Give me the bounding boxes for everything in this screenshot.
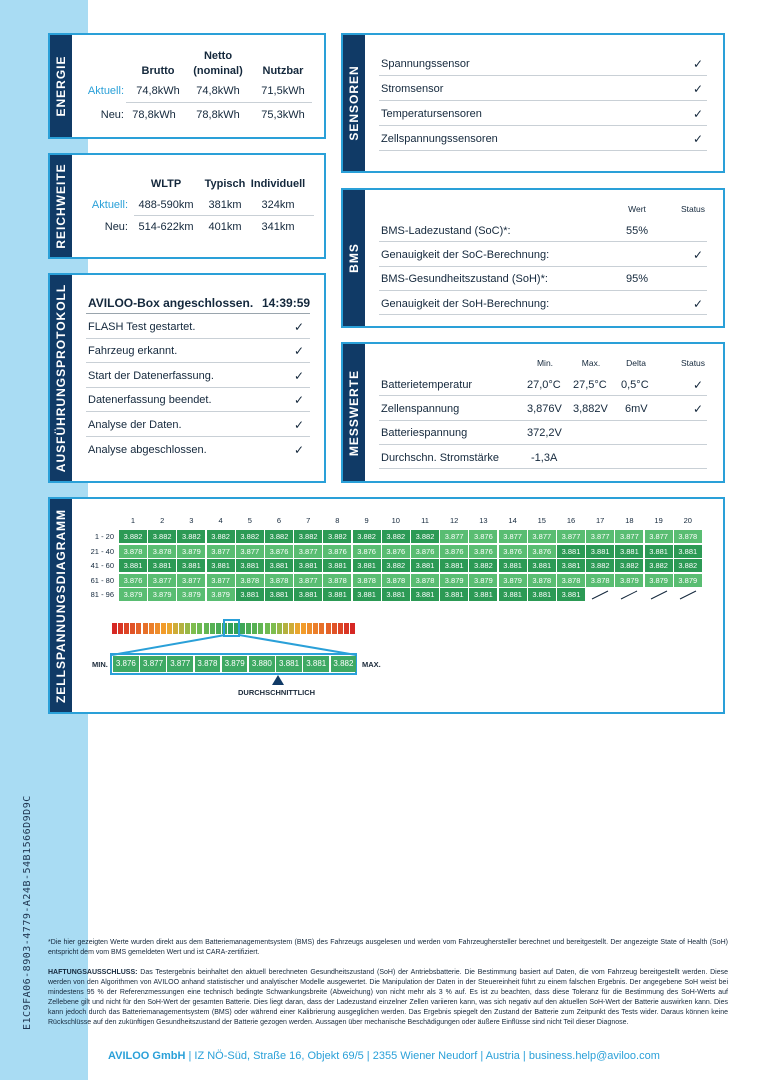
cell-voltage: 3.878 [382, 574, 410, 587]
energie-header-netto: Netto [203, 50, 233, 62]
bms-wert: 95% [626, 273, 649, 285]
check-icon: ✓ [693, 378, 704, 392]
energie-aktuell-brutto: 74,8kWh [136, 85, 180, 97]
cell-voltage: 3.882 [177, 530, 205, 543]
energie-tab: ENERGIE [50, 35, 72, 137]
messwert-min: 372,2V [527, 427, 562, 439]
cell-voltage: 3.879 [469, 574, 497, 587]
footnote: *Die hier gezeigten Werte wurden direkt aus dem Batteriemanagementsystem (BMS) des Fahrzeugs ausgelesen und werden vom Fahrzeughersteller berechnet und bereitgestellt. Der angezeigte State of Health (SoH) entspricht dem vom BMS gemeldeten Wert und ist CARA-zertifiziert. [48, 939, 728, 956]
divider [379, 241, 707, 242]
check-icon: ✓ [294, 320, 305, 334]
gauge-segment [283, 623, 288, 634]
column-number: 3 [189, 516, 194, 525]
gauge-segment [307, 623, 312, 634]
cell-voltage: 3.877 [499, 530, 527, 543]
cell-voltage: 3.881 [674, 545, 702, 558]
row-label: 61 - 80 [90, 575, 114, 585]
bms-label: Genauigkeit der SoC-Berechnung: [381, 249, 550, 261]
cell-voltage: 3.881 [382, 588, 410, 601]
cell-voltage: 3.881 [236, 559, 264, 572]
cell-voltage: 3.879 [615, 574, 643, 587]
gauge-segment [252, 623, 257, 634]
column-number: 7 [306, 516, 311, 525]
reichweite-aktuell-wltp: 488-590km [138, 199, 194, 211]
cell-voltage: 3.877 [615, 530, 643, 543]
check-icon: ✓ [294, 443, 305, 457]
cell-voltage: 3.876 [411, 545, 439, 558]
cell-voltage: 3.878 [236, 574, 264, 587]
bms-label: BMS-Gesundheitszustand (SoH)*: [381, 273, 548, 285]
messwert-label: Batteriespannung [381, 427, 468, 439]
scale-value: 3.877 [167, 656, 193, 672]
cell-voltage: 3.876 [528, 545, 556, 558]
check-icon: ✓ [294, 418, 305, 432]
check-icon: ✓ [294, 393, 305, 407]
cell-voltage: 3.877 [586, 530, 614, 543]
cell-voltage: 3.877 [440, 530, 468, 543]
check-icon: ✓ [693, 297, 704, 311]
disclaimer: HAFTUNGSAUSSCHLUSS: Das Testergebnis beinhaltet den aktuell berechneten Gesundheitszustand (SoH) der Antriebsbatterie. Die Bestimmung basiert auf Daten, die vom Fahrzeug bereitgestellt werden. Diese werden von den Algorithmen von AVILOO anhand statistischer und analytischer Modelle ausgewertet. Die Manipulation der Daten in der Steuereinheit führt zu einem falschen Ergebnis. Der angegebene SoH weist bei mindestens 95 % der Referenzmessungen eine technisch bedingte Schwankungsbreite (Abweichung) von nicht mehr als 3 % auf. Es ist zu beachten, dass diese Toleranz für die Bestimmung des SoH-Werts auf Zellebene gilt und nicht für den SoH-Wert der gesamten Batterie. Dies liegt daran, dass der Ladezustand einzelner Zellen variieren kann, was sich negativ auf den aktuellen SoH-Wert der Batterie auswirken kann. Dies kann jedoch durch das Batteriemanagementsystem (BMS) oder während einer Kalibrierung ausgeglichen werden. Das Ergebnis spiegelt den Zustand der Batterie zum Zeitpunkt des Tests wider. Daraus können keine Rückschlüsse auf den zukünftigen Gesundheitszustand der Batterie gezogen werden. Aussagen über mechanische Beschädigungen oder äußere Einflüsse sind nicht Teil dieser Diagnose. [48, 969, 728, 1026]
empty-cell [586, 588, 614, 601]
divider [86, 362, 310, 363]
cell-voltage: 3.878 [148, 545, 176, 558]
cell-voltage: 3.877 [645, 530, 673, 543]
energie-neu-netto: 78,8kWh [196, 109, 240, 121]
column-number: 9 [364, 516, 369, 525]
cell-voltage: 3.877 [177, 574, 205, 587]
messwerte-header-status: Status [680, 358, 706, 368]
cell-voltage: 3.878 [323, 574, 351, 587]
cell-voltage: 3.881 [557, 545, 585, 558]
cell-voltage: 3.878 [528, 574, 556, 587]
cell-voltage: 3.881 [119, 559, 147, 572]
cell-voltage: 3.881 [294, 588, 322, 601]
cell-voltage: 3.879 [499, 574, 527, 587]
cell-voltage: 3.882 [323, 530, 351, 543]
protokoll-item: Start der Datenerfassung. [88, 370, 214, 382]
cell-voltage: 3.882 [645, 559, 673, 572]
messwert-max: 27,5°C [573, 379, 607, 391]
cell-voltage: 3.882 [586, 559, 614, 572]
divider [134, 215, 314, 216]
cell-voltage: 3.881 [265, 559, 293, 572]
cell-voltage: 3.877 [207, 545, 235, 558]
gauge-segment [277, 623, 282, 634]
energie-header-nominal: (nominal) [193, 65, 243, 77]
reichweite-aktuell-typisch: 381km [208, 199, 242, 211]
reichweite-neu-individuell: 341km [261, 221, 295, 233]
gauge-segment [332, 623, 337, 634]
divider [379, 314, 707, 315]
reichweite-header-individuell: Individuell [250, 178, 306, 190]
gauge-segment [319, 623, 324, 634]
gauge-segment [265, 623, 270, 634]
reichweite-label-neu: Neu: [104, 221, 128, 233]
cell-voltage: 3.879 [645, 574, 673, 587]
messwert-delta: 6mV [625, 403, 648, 415]
gauge-segment [191, 623, 196, 634]
cell-voltage: 3.882 [353, 530, 381, 543]
cell-voltage: 3.882 [236, 530, 264, 543]
cell-voltage: 3.881 [294, 559, 322, 572]
gauge-segment [185, 623, 190, 634]
gauge-segment [155, 623, 160, 634]
column-number: 11 [421, 516, 429, 525]
gauge-segment [204, 623, 209, 634]
divider [86, 338, 310, 339]
scale-value: 3.882 [331, 656, 357, 672]
cell-voltage: 3.876 [469, 530, 497, 543]
cell-voltage: 3.882 [148, 530, 176, 543]
column-number: 5 [247, 516, 252, 525]
messwert-label: Batterietemperatur [381, 379, 473, 391]
gauge-segment [301, 623, 306, 634]
row-label: 81 - 96 [90, 590, 114, 600]
cell-voltage: 3.876 [323, 545, 351, 558]
energie-header-brutto: Brutto [141, 65, 175, 77]
divider [379, 266, 707, 267]
protokoll-item: Analyse der Daten. [88, 419, 182, 431]
cell-voltage: 3.881 [440, 588, 468, 601]
scale-max-label: MAX. [362, 660, 381, 669]
cell-voltage: 3.876 [382, 545, 410, 558]
protokoll-title: AVILOO-Box angeschlossen. [88, 296, 254, 310]
cell-voltage: 3.881 [499, 559, 527, 572]
empty-cell [615, 588, 643, 601]
gauge-segment [338, 623, 343, 634]
scale-value: 3.880 [249, 656, 275, 672]
cell-voltage: 3.881 [499, 588, 527, 601]
cell-voltage: 3.881 [411, 588, 439, 601]
cell-voltage: 3.877 [294, 545, 322, 558]
gauge-segment [149, 623, 154, 634]
gauge-segment [344, 623, 349, 634]
column-number: 19 [654, 516, 663, 525]
cell-voltage: 3.876 [499, 545, 527, 558]
protokoll-item: FLASH Test gestartet. [88, 321, 196, 333]
gauge-segment [258, 623, 263, 634]
messwerte-tab: MESSWERTE [343, 344, 365, 481]
empty-cell [645, 588, 673, 601]
column-number: 18 [625, 516, 634, 525]
cell-voltage: 3.878 [265, 574, 293, 587]
reichweite-aktuell-individuell: 324km [261, 199, 295, 211]
protokoll-tab: AUSFÜHRUNGSPROTOKOLL [50, 275, 72, 481]
bms-panel [341, 188, 725, 328]
gauge-segment [271, 623, 276, 634]
zell-tab: ZELLSPANNUNGSDIAGRAMM [50, 499, 72, 712]
sensor-item: Temperatursensoren [381, 108, 482, 120]
column-number: 10 [391, 516, 400, 525]
protokoll-item: Datenerfassung beendet. [88, 394, 212, 406]
gauge-segment [326, 623, 331, 634]
gauge-segment [161, 623, 166, 634]
row-label: 21 - 40 [90, 546, 114, 556]
cell-voltage: 3.877 [148, 574, 176, 587]
gauge-segment [210, 623, 215, 634]
divider [86, 313, 310, 314]
cell-voltage: 3.881 [323, 588, 351, 601]
messwerte-panel [341, 342, 725, 483]
reichweite-header-typisch: Typisch [204, 178, 246, 190]
column-number: 1 [130, 516, 136, 525]
check-icon: ✓ [693, 107, 704, 121]
gauge-segment [289, 623, 294, 634]
check-icon: ✓ [693, 57, 704, 71]
column-number: 2 [160, 516, 165, 525]
messwert-label: Durchschn. Stromstärke [381, 452, 499, 464]
column-number: 14 [508, 516, 517, 525]
reichweite-neu-typisch: 401km [208, 221, 242, 233]
gauge-segment [136, 623, 141, 634]
gauge-segment [179, 623, 184, 634]
company-address: | IZ NÖ-Süd, Straße 16, Objekt 69/5 | 2355 Wiener Neudorf | Austria | business.help@aviloo.com [188, 1050, 660, 1062]
energie-panel [48, 33, 326, 139]
check-icon: ✓ [693, 82, 704, 96]
bms-wert: 55% [626, 225, 649, 237]
sensoren-tab: SENSOREN [343, 35, 365, 171]
cell-voltage: 3.881 [645, 545, 673, 558]
scale-value: 3.877 [140, 656, 166, 672]
protokoll-item: Analyse abgeschlossen. [88, 444, 207, 456]
contact-line [108, 1050, 660, 1062]
cell-voltage: 3.882 [265, 530, 293, 543]
gauge-segment [124, 623, 129, 634]
cell-voltage: 3.881 [557, 559, 585, 572]
cell-voltage: 3.879 [177, 588, 205, 601]
check-icon: ✓ [693, 402, 704, 416]
sensor-item: Spannungssensor [381, 58, 470, 70]
cell-voltage: 3.882 [382, 530, 410, 543]
column-number: 17 [596, 516, 605, 525]
cell-voltage: 3.879 [440, 574, 468, 587]
cell-voltage: 3.881 [236, 588, 264, 601]
divider [86, 436, 310, 437]
column-number: 8 [335, 516, 340, 525]
scale-min-label: MIN. [92, 660, 108, 669]
cell-voltage: 3.876 [119, 574, 147, 587]
gauge-segment [197, 623, 202, 634]
divider [379, 150, 707, 151]
cell-voltage: 3.877 [207, 574, 235, 587]
energie-label-aktuell: Aktuell: [87, 85, 124, 97]
document-id: E1C9FA06-8903-4779-A24B-54B1566D9D9C [22, 795, 33, 1030]
cell-voltage: 3.878 [586, 574, 614, 587]
divider [126, 102, 312, 103]
cell-voltage: 3.882 [469, 559, 497, 572]
check-icon: ✓ [693, 132, 704, 146]
gauge-segment [216, 623, 221, 634]
divider [379, 444, 707, 445]
scale-value: 3.876 [113, 656, 139, 672]
row-label: 41 - 60 [90, 561, 114, 571]
cell-voltage: 3.882 [294, 530, 322, 543]
cell-voltage: 3.876 [353, 545, 381, 558]
messwerte-header-max: Max. [581, 358, 601, 368]
energie-aktuell-netto: 74,8kWh [196, 85, 240, 97]
cell-voltage: 3.881 [469, 588, 497, 601]
column-number: 16 [566, 516, 576, 525]
check-icon: ✓ [294, 344, 305, 358]
cell-voltage: 3.879 [674, 574, 702, 587]
divider [379, 100, 707, 101]
column-number: 4 [218, 516, 223, 525]
divider [86, 411, 310, 412]
energie-neu-nutzbar: 75,3kWh [261, 109, 305, 121]
messwert-min: 27,0°C [527, 379, 561, 391]
average-label: DURCHSCHNITTLICH [238, 688, 316, 697]
cell-voltage: 3.878 [411, 574, 439, 587]
cell-voltage: 3.877 [236, 545, 264, 558]
cell-voltage: 3.882 [207, 530, 235, 543]
bms-header-wert: Wert [628, 204, 646, 214]
gauge-segment [143, 623, 148, 634]
protokoll-time: 14:39:59 [262, 296, 311, 310]
sensoren-panel [341, 33, 725, 173]
protokoll-item: Fahrzeug erkannt. [88, 345, 178, 357]
cell-voltage: 3.881 [353, 588, 381, 601]
row-label: 1 - 20 [94, 532, 114, 541]
gauge-segment [295, 623, 300, 634]
gauge-segment [118, 623, 123, 634]
messwert-label: Zellenspannung [381, 403, 460, 415]
cell-voltage: 3.881 [207, 559, 235, 572]
reichweite-panel [48, 153, 326, 259]
cell-voltage: 3.881 [586, 545, 614, 558]
energie-aktuell-nutzbar: 71,5kWh [261, 85, 305, 97]
company-name: AVILOO GmbH [108, 1050, 186, 1062]
column-number: 13 [479, 516, 488, 525]
scale-value: 3.879 [222, 656, 248, 672]
reichweite-header-wltp: WLTP [150, 178, 182, 190]
cell-voltage: 3.877 [528, 530, 556, 543]
bms-label: Genauigkeit der SoH-Berechnung: [381, 298, 550, 310]
column-number: 15 [537, 516, 546, 525]
sensor-item: Stromsensor [381, 83, 444, 95]
cell-voltage: 3.879 [177, 545, 205, 558]
energie-header-nutzbar: Nutzbar [262, 65, 304, 77]
messwert-delta: 0,5°C [621, 379, 649, 391]
divider [379, 290, 707, 291]
cell-voltage: 3.882 [674, 559, 702, 572]
cell-voltage: 3.878 [674, 530, 702, 543]
check-icon: ✓ [693, 248, 704, 262]
column-number: 12 [450, 516, 459, 525]
scale-value: 3.878 [195, 656, 221, 672]
cell-voltage: 3.876 [469, 545, 497, 558]
column-number: 6 [276, 516, 282, 525]
cell-voltage: 3.881 [528, 588, 556, 601]
messwerte-header-delta: Delta [626, 358, 646, 368]
energie-neu-brutto: 78,8kWh [132, 109, 176, 121]
bms-header-status: Status [680, 204, 706, 214]
reichweite-tab: REICHWEITE [50, 155, 72, 257]
cell-voltage: 3.877 [294, 574, 322, 587]
gauge-segment [130, 623, 135, 634]
divider [86, 387, 310, 388]
cell-voltage: 3.882 [411, 530, 439, 543]
check-icon: ✓ [294, 369, 305, 383]
cell-voltage: 3.881 [353, 559, 381, 572]
cell-voltage: 3.879 [148, 588, 176, 601]
energie-label-neu: Neu: [100, 109, 124, 121]
cell-voltage: 3.881 [265, 588, 293, 601]
gauge-segment [246, 623, 251, 634]
cell-voltage: 3.882 [615, 559, 643, 572]
scale-value: 3.881 [276, 656, 302, 672]
cell-voltage: 3.881 [411, 559, 439, 572]
gauge-segment [112, 623, 117, 634]
messwert-min: -1,3A [531, 452, 558, 464]
cell-voltage: 3.876 [265, 545, 293, 558]
cell-voltage: 3.881 [177, 559, 205, 572]
reichweite-neu-wltp: 514-622km [138, 221, 194, 233]
divider [379, 468, 707, 469]
cell-voltage: 3.877 [557, 530, 585, 543]
cell-voltage: 3.882 [382, 559, 410, 572]
divider [379, 395, 707, 396]
cell-voltage: 3.881 [615, 545, 643, 558]
gauge-segment [167, 623, 172, 634]
bms-label: BMS-Ladezustand (SoC)*: [381, 225, 511, 237]
empty-cell [674, 588, 702, 601]
sensor-item: Zellspannungssensoren [381, 133, 498, 145]
divider [379, 75, 707, 76]
messwert-max: 3,882V [573, 403, 608, 415]
divider [379, 125, 707, 126]
cell-voltage: 3.876 [440, 545, 468, 558]
gauge-segment [173, 623, 178, 634]
divider [379, 420, 707, 421]
protokoll-panel [48, 273, 326, 483]
cell-voltage: 3.878 [557, 574, 585, 587]
cell-voltage: 3.878 [353, 574, 381, 587]
gauge-segment [313, 623, 318, 634]
cell-voltage: 3.881 [557, 588, 585, 601]
gauge-segment [350, 623, 355, 634]
reichweite-label-aktuell: Aktuell: [91, 199, 128, 211]
column-number: 20 [683, 516, 692, 525]
scale-value: 3.881 [303, 656, 329, 672]
bms-tab: BMS [343, 190, 365, 326]
messwert-min: 3,876V [527, 403, 562, 415]
gauge-segment [240, 623, 245, 634]
cell-voltage: 3.879 [119, 588, 147, 601]
average-marker-icon [272, 675, 284, 685]
cell-voltage: 3.879 [207, 588, 235, 601]
messwerte-header-min: Min. [536, 358, 554, 368]
cell-voltage: 3.878 [119, 545, 147, 558]
cell-voltage: 3.881 [528, 559, 556, 572]
cell-voltage: 3.881 [148, 559, 176, 572]
cell-voltage: 3.881 [323, 559, 351, 572]
cell-voltage: 3.882 [119, 530, 147, 543]
cell-voltage: 3.881 [440, 559, 468, 572]
